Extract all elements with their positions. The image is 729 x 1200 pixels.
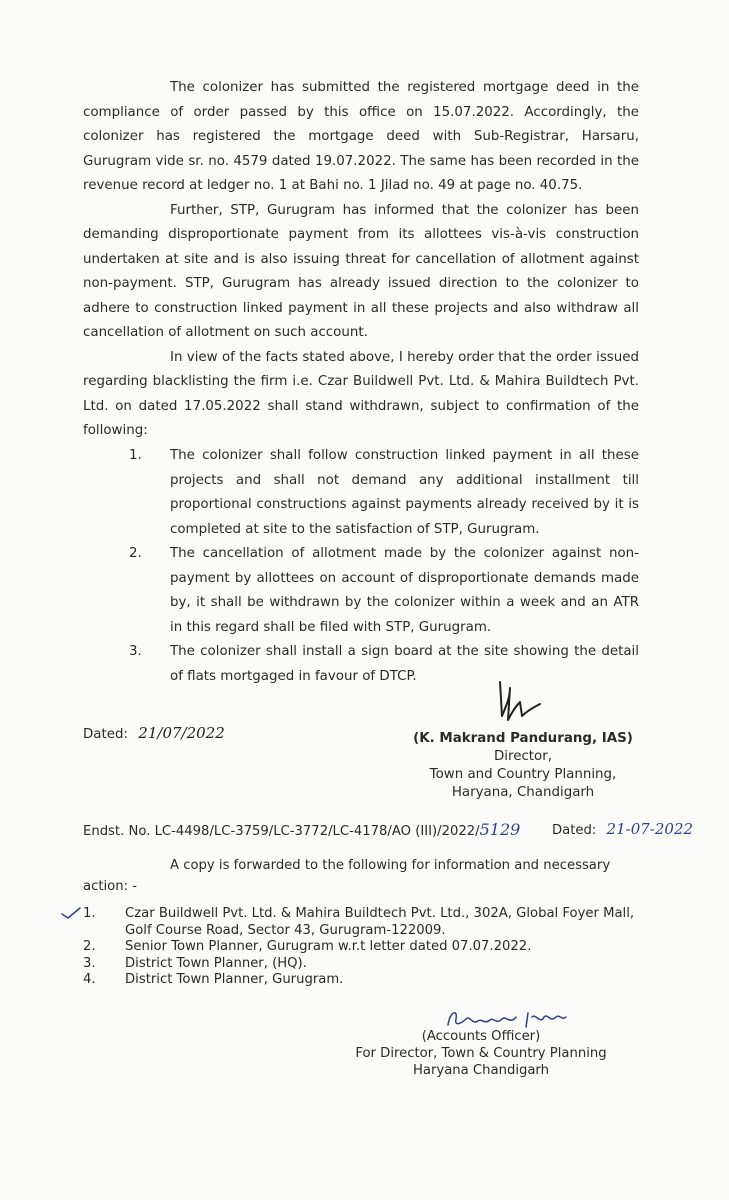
recipient-line: Senior Town Planner, Gurugram w.r.t letter dated 07.07.2022. bbox=[125, 939, 532, 954]
officer-line-2: Haryana Chandigarh bbox=[413, 1063, 549, 1078]
dated-handwritten: 21/07/2022 bbox=[138, 724, 225, 742]
endorsement-handwritten-no: 5129 bbox=[479, 820, 521, 839]
recipient-line: Golf Course Road, Sector 43, Gurugram-122009. bbox=[125, 922, 446, 938]
condition-number: 3. bbox=[129, 644, 142, 659]
condition-item bbox=[83, 542, 639, 640]
recipient-line: Czar Buildwell Pvt. Ltd. & Mahira Buildtech Pvt. Ltd., 302A, Global Foyer Mall, bbox=[125, 906, 635, 921]
endorsement-line bbox=[83, 820, 520, 839]
recipient-number: 1. bbox=[83, 906, 96, 921]
recipient-number: 2. bbox=[83, 939, 96, 954]
conditions-list bbox=[83, 444, 639, 689]
paragraph-mortgage: The colonizer has submitted the registered mortgage deed in the compliance of order passed by this office on 15.07.2022. Accordingly, the colonizer has registered the mortgage deed with Sub-Registrar, Harsaru, Gurugram vide sr. no. 4579 dated 19.07.2022. The same has been recorded in the revenue record at ledger no. 1 at Bahi no. 1 Jilad no. 49 at page no. 40.75. bbox=[83, 80, 639, 193]
recipient-item bbox=[83, 939, 683, 956]
signatory-place: Haryana, Chandigarh bbox=[451, 785, 595, 800]
paragraph-order: In view of the facts stated above, I hereby order that the order issued regarding blacklisting the firm i.e. Czar Buildwell Pvt. Ltd. & Mahira Buildtech Pvt. Ltd. on dated 17.05.2022 shall stand withdrawn, subject to confirmation of the following: bbox=[83, 349, 639, 438]
recipient-list bbox=[83, 906, 683, 989]
paragraph-stp-report: Further, STP, Gurugram has informed that the colonizer has been demanding disproportionate payment from its allottees vis-à-vis construction undertaken at site and is also issuing threat for cancellation of allotment against non-payment. STP, Gurugram has already issued direction to the colonizer to adhere to construction linked payment in all these projects and also withdraw all cancellation of allotment on such account. bbox=[83, 202, 639, 340]
recipient-line: District Town Planner, Gurugram. bbox=[125, 972, 344, 987]
recipient-number: 4. bbox=[83, 972, 96, 987]
recipient-line: District Town Planner, (HQ). bbox=[125, 955, 307, 971]
endorsement-handwritten-date: 21-07-2022 bbox=[606, 820, 694, 838]
copy-forwarded-text: A copy is forwarded to the following for information and necessary action: - bbox=[83, 858, 611, 894]
dated-label: Dated: bbox=[83, 727, 129, 742]
condition-text: The cancellation of allotment made by the colonizer against non-payment by allottees on account of disproportionate demands made by, it shall be withdrawn by the colonizer within a week and an ATR in this regard shall be filed with STP, Gurugram. bbox=[170, 546, 639, 635]
signatory-title: Director, bbox=[493, 749, 553, 764]
condition-number: 1. bbox=[129, 448, 142, 463]
order-dated bbox=[83, 724, 225, 742]
recipient-item bbox=[83, 956, 683, 973]
accounts-officer-block bbox=[350, 1028, 612, 1079]
signatory-dept: Town and Country Planning, bbox=[429, 767, 617, 782]
endorsement-number: Endst. No. LC-4498/LC-3759/LC-3772/LC-4178/AO (III)/2022/ bbox=[83, 824, 480, 839]
officer-title: (Accounts Officer) bbox=[421, 1029, 541, 1044]
condition-item bbox=[83, 444, 639, 542]
endorsement-date bbox=[552, 820, 693, 838]
signatory-name: (K. Makrand Pandurang, IAS) bbox=[413, 731, 633, 746]
order-body bbox=[83, 76, 639, 444]
condition-text: The colonizer shall install a sign board at the site showing the detail of flats mortgaged in favour of DTCP. bbox=[170, 644, 639, 684]
signatory-block bbox=[408, 730, 638, 802]
recipient-item bbox=[83, 972, 683, 989]
officer-line-1: For Director, Town & Country Planning bbox=[355, 1046, 607, 1061]
condition-text: The colonizer shall follow construction linked payment in all these projects and shall not demand any additional installment till proportional constructions against payments already received by it is completed at site to the satisfaction of STP, Gurugram. bbox=[170, 448, 639, 537]
recipient-item bbox=[83, 906, 683, 939]
recipient-number: 3. bbox=[83, 955, 96, 971]
condition-number: 2. bbox=[129, 546, 142, 561]
endorsement-dated-label: Dated: bbox=[552, 823, 597, 838]
